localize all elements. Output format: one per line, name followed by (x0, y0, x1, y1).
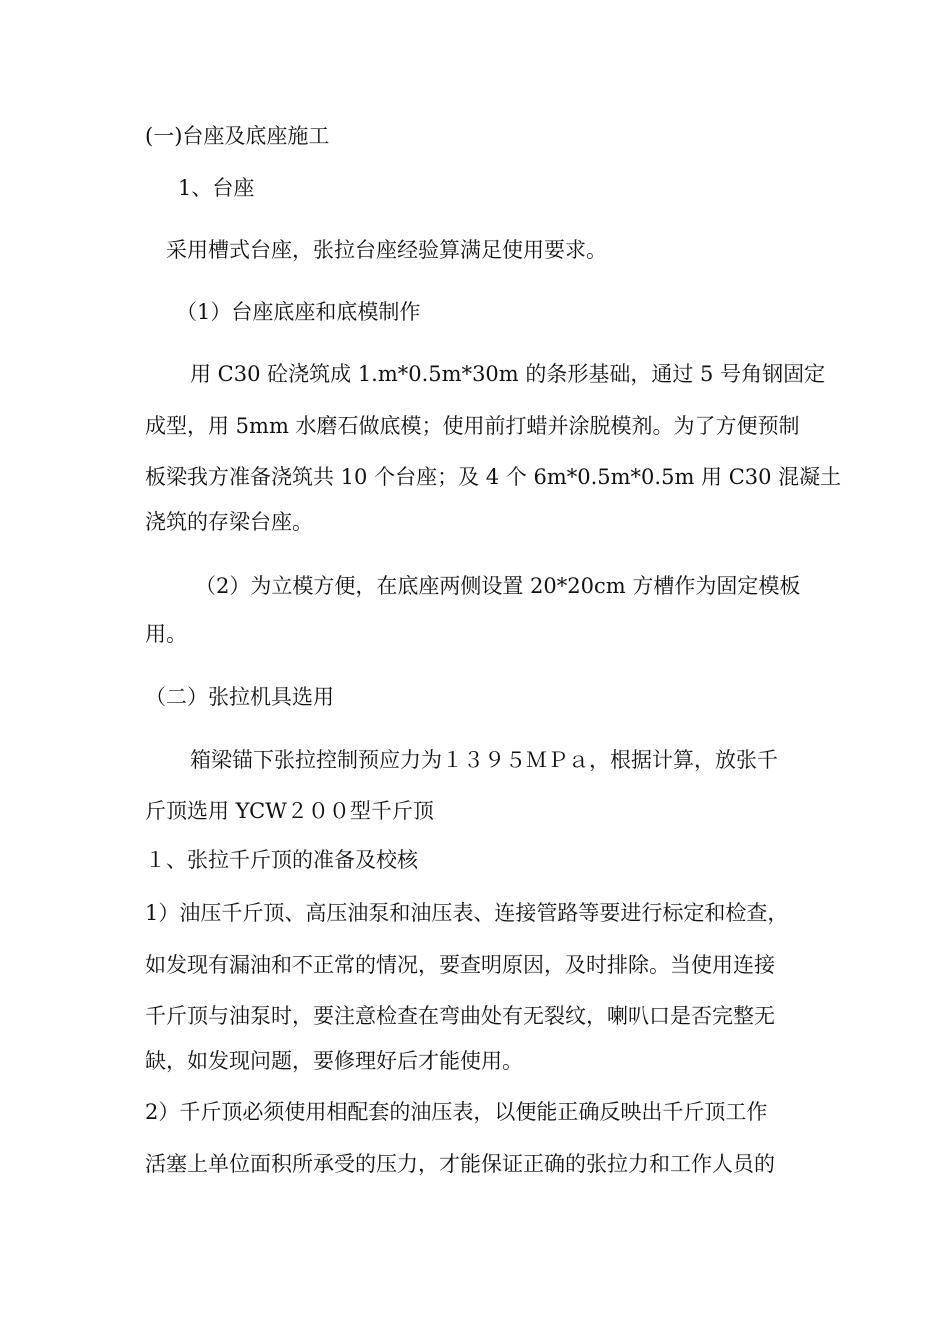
paragraph-4-line: 缺，如发现问题，要修理好后才能使用。 (145, 1049, 523, 1073)
paragraph-1-line: 板梁我方准备浇筑共 10 个台座；及 4 个 6m*0.5m*0.5m 用 C30 混凝土 (145, 465, 842, 489)
section-heading-2: （二）张拉机具选用 (145, 685, 334, 709)
paragraph-4-line: 1）油压千斤顶、高压油泵和油压表、连接管路等要进行标定和检查， (145, 901, 789, 925)
paragraph-intro: 采用槽式台座，张拉台座经验算满足使用要求。 (166, 238, 607, 262)
paragraph-5-line: 活塞上单位面积所承受的压力，才能保证正确的张拉力和工作人员的 (145, 1152, 775, 1176)
paragraph-3-line: 箱梁锚下张拉控制预应力为１３９５ＭＰａ，根据计算，放张千 (190, 748, 778, 772)
subheading-jack-prep: １、张拉千斤顶的准备及校核 (145, 848, 418, 872)
paragraph-4-line: 千斤顶与油泵时，要注意检查在弯曲处有无裂纹，喇叭口是否完整无 (145, 1004, 775, 1028)
paragraph-4-line: 如发现有漏油和不正常的情况，要查明原因，及时排除。当使用连接 (145, 953, 775, 977)
paragraph-2-line: 用。 (145, 622, 187, 646)
paragraph-3-line: 斤顶选用 YCW２００型千斤顶 (145, 799, 434, 823)
paragraph-5-line: 2）千斤顶必须使用相配套的油压表，以便能正确反映出千斤顶工作 (145, 1100, 768, 1124)
paragraph-2-line: （2）为立模方便，在底座两侧设置 20*20cm 方槽作为固定模板 (195, 574, 801, 598)
paragraph-1-line: 浇筑的存梁台座。 (145, 510, 313, 534)
paragraph-1-line: 用 C30 砼浇筑成 1.m*0.5m*30m 的条形基础，通过 5 号角钢固定 (190, 362, 826, 386)
section-heading-1: (一)台座及底座施工 (145, 124, 330, 148)
paragraph-1-line: 成型，用 5mm 水磨石做底模；使用前打蜡并涂脱模剂。为了方便预制 (145, 414, 800, 438)
subheading-base-mold: （1）台座底座和底模制作 (176, 300, 421, 324)
subheading-platform: 1、台座 (178, 176, 255, 200)
